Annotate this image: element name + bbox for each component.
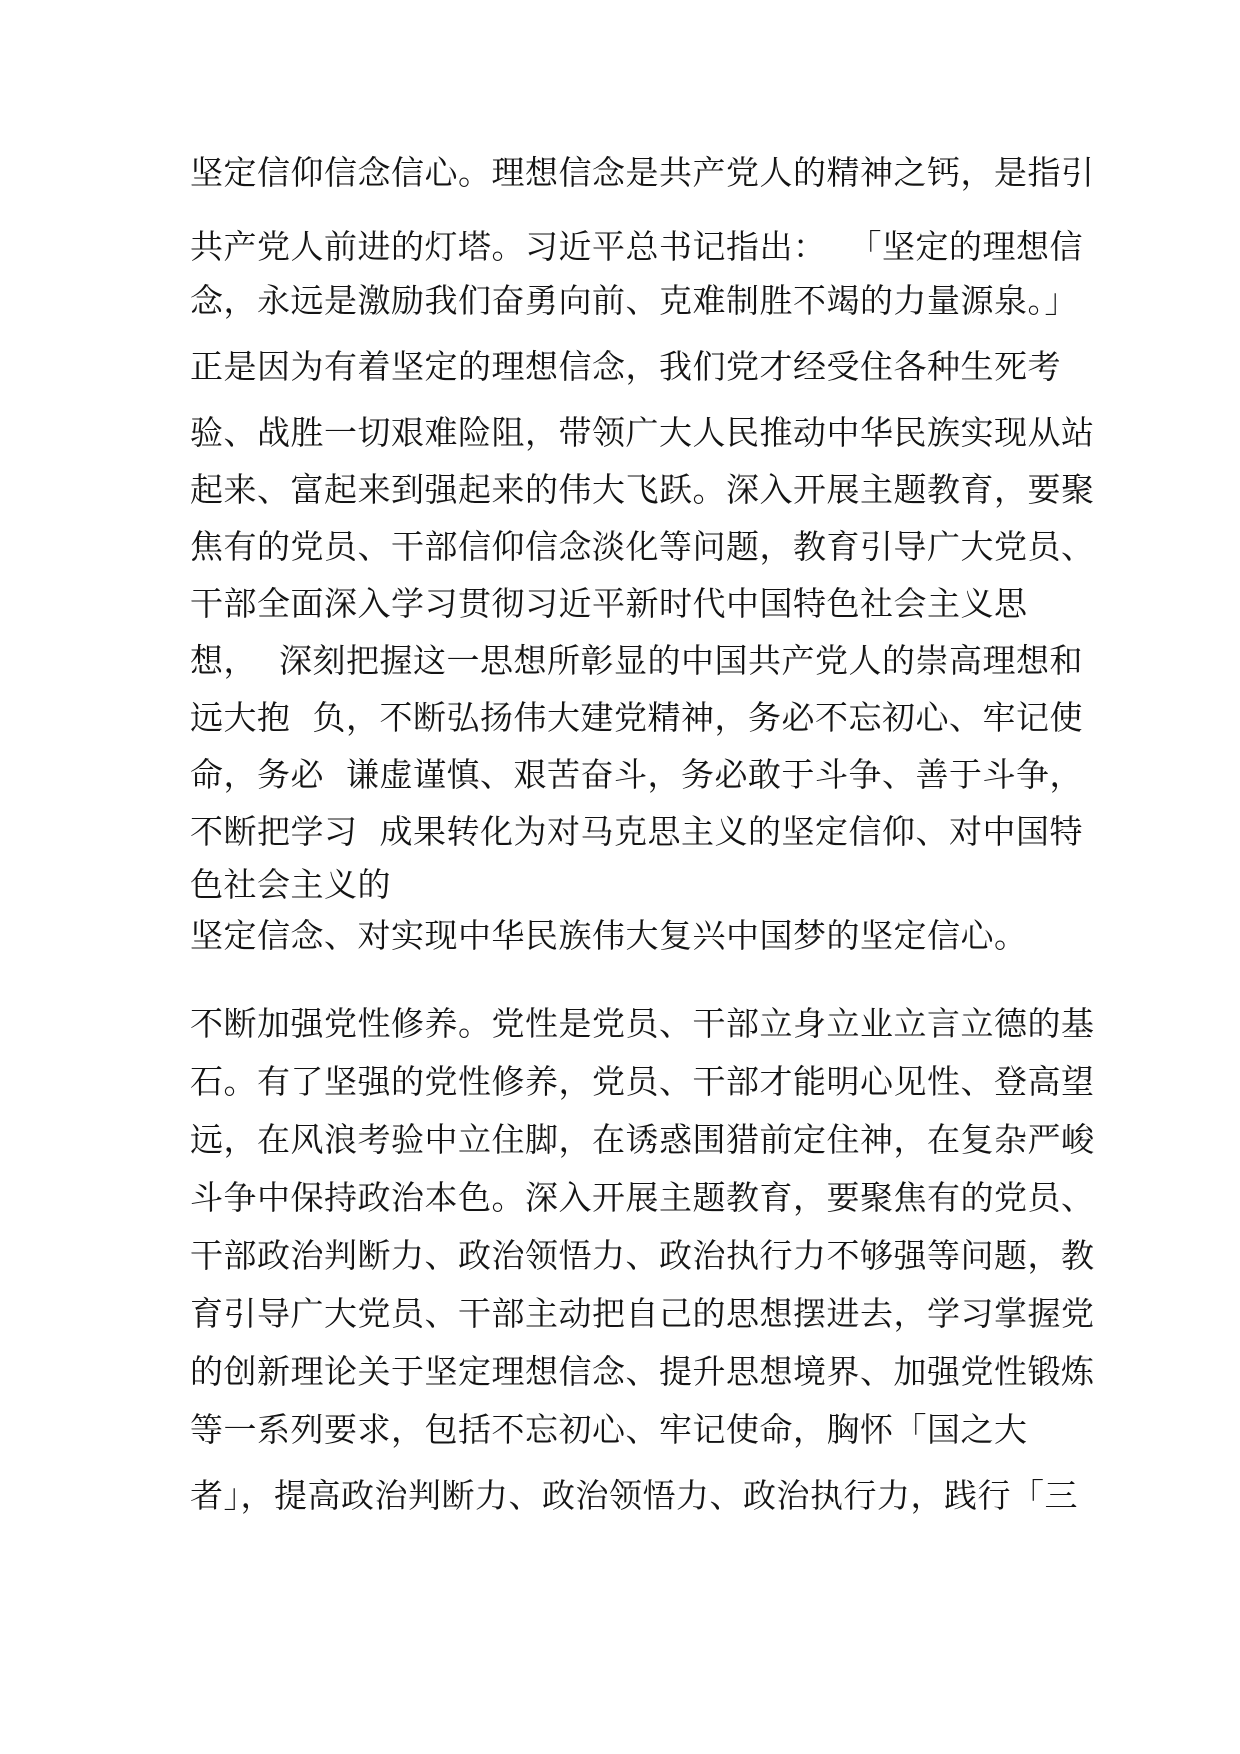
text-line: 斗争中保持政治本色。深入开展主题教育，要聚焦有的党员、: [190, 1178, 1095, 1217]
text-line: 验、战胜一切艰难险阻，带领广大人民推动中华民族实现从站: [190, 413, 1095, 452]
text-line: 的创新理论关于坚定理想信念、提升思想境界、加强党性锻炼: [190, 1352, 1095, 1391]
text-line: 干部全面深入学习贯彻习近平新时代中国特色社会主义思: [190, 584, 1028, 623]
text-line: 不断加强党性修养。党性是党员、干部立身立业立言立德的基: [190, 1004, 1095, 1043]
text-line: 念，永远是激励我们奋勇向前、克难制胜不竭的力量源泉。」: [190, 281, 1078, 320]
text-line: 育引导广大党员、干部主动把自己的思想摆进去，学习掌握党: [190, 1294, 1095, 1333]
text-line: 想， 深刻把握这一思想所彰显的中国共产党人的崇高理想和: [190, 641, 1083, 680]
text-line: 起来、富起来到强起来的伟大飞跃。深入开展主题教育，要聚: [190, 470, 1095, 509]
text-line: 远大抱 负，不断弘扬伟大建党精神，务必不忘初心、牢记使: [190, 698, 1083, 737]
text-line: 焦有的党员、干部信仰信念淡化等问题，教育引导广大党员、: [190, 527, 1095, 566]
text-line: 等一系列要求，包括不忘初心、牢记使命，胸怀「国之大: [190, 1410, 1028, 1449]
text-line: 坚定信仰信念信心。理想信念是共产党人的精神之钙，是指引: [190, 153, 1095, 192]
text-line: 干部政治判断力、政治领悟力、政治执行力不够强等问题，教: [190, 1236, 1095, 1275]
text-line: 不断把学习 成果转化为对马克思主义的坚定信仰、对中国特: [190, 812, 1083, 851]
text-line: 命，务必 谦虚谨慎、艰苦奋斗，务必敢于斗争、善于斗争，: [190, 755, 1083, 794]
text-line: 色社会主义的: [190, 865, 391, 904]
text-line: 远，在风浪考验中立住脚，在诱惑围猎前定住神，在复杂严峻: [190, 1120, 1095, 1159]
text-line: 共产党人前进的灯塔。习近平总书记指出： 「坚定的理想信: [190, 227, 1083, 266]
text-line: 石。有了坚强的党性修养，党员、干部才能明心见性、登高望: [190, 1062, 1095, 1101]
text-line: 正是因为有着坚定的理想信念，我们党才经受住各种生死考: [190, 347, 1061, 386]
text-line: 者」，提高政治判断力、政治领悟力、政治执行力，践行「三: [190, 1476, 1078, 1515]
text-line: 坚定信念、对实现中华民族伟大复兴中国梦的坚定信心。: [190, 916, 1028, 955]
